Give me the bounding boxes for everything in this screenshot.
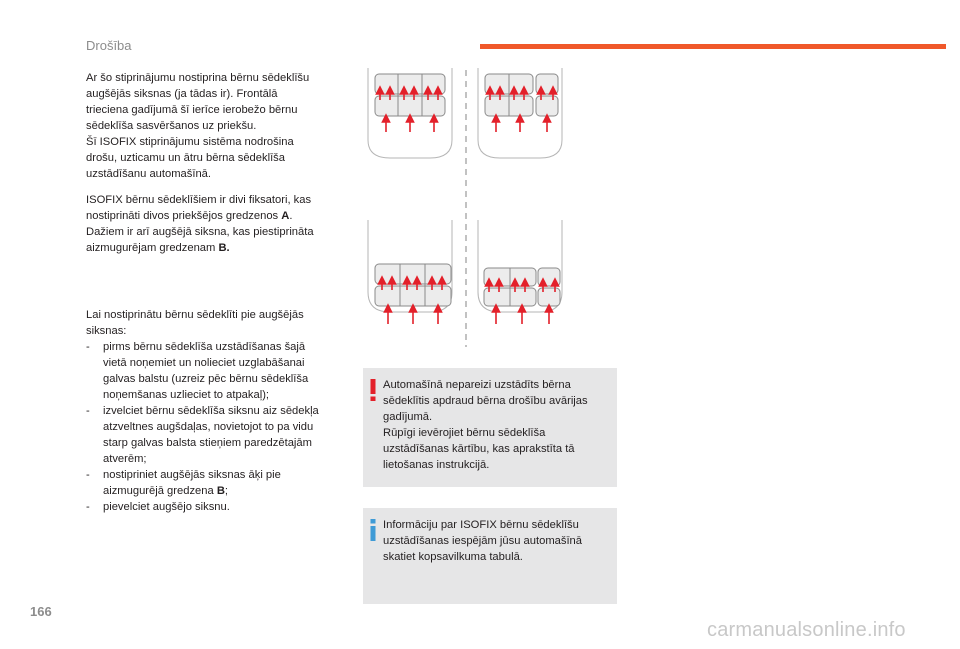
text-line: galvas balstu (uzreiz pēc bērnu sēdeklīša (103, 373, 309, 385)
text-line: pievelciet augšējo siksnu. (103, 501, 230, 513)
text-line: siksnas: (86, 325, 127, 337)
text-line: aizmugurējā gredzena (103, 485, 217, 497)
list-dash: - (86, 469, 90, 481)
text-line: augšējās siksnas (ja tādas ir). Frontālā (86, 88, 278, 100)
text-line: sēdeklīša sasvēršanos uz priekšu. (86, 120, 257, 132)
text-line: Dažiem ir arī augšējā siksna, kas piestiprināta (86, 226, 314, 238)
text-line: aizmugurējam gredzenam (86, 242, 219, 254)
info-box (363, 508, 617, 604)
warning-exclamation-icon (367, 378, 379, 402)
info-i-icon (367, 518, 379, 542)
text-line: izvelciet bērnu sēdeklīša siksnu aiz sēdekļa (103, 405, 319, 417)
top-tether-intro-paragraph (86, 307, 348, 339)
section-accent-bar (480, 44, 946, 49)
text-line: noņemšanas uzlieciet to atpakaļ); (103, 389, 270, 401)
tether-steps-list (86, 339, 356, 515)
text-punct: ; (224, 485, 229, 497)
seat-diagram-bottom-right (478, 220, 562, 324)
isofix-fasteners-paragraph (86, 192, 348, 256)
warning-text (383, 377, 605, 473)
seat-diagram-top-right (478, 68, 562, 158)
text-line: vietā noņemiet un nolieciet uzglabāšanai (103, 357, 305, 369)
list-item (86, 339, 356, 403)
text-line: pirms bērnu sēdeklīša uzstādīšanas šajā (103, 341, 306, 353)
ring-b-label: B. (218, 242, 230, 254)
seat-diagram-bottom-left (368, 220, 452, 324)
text-line: atzveltnes augšdaļas, novietojot to pa vidu (103, 421, 314, 433)
list-item (86, 499, 356, 515)
text-line: uzstādīšanas kārtību, kas aprakstīta tā (383, 443, 575, 455)
text-line: skatiet kopsavilkuma tabulā. (383, 551, 523, 563)
text-line: nostipriniet augšējās siksnas āķi pie (103, 469, 281, 481)
seat-diagram-top-left (368, 68, 452, 158)
page-number: 166 (30, 604, 52, 619)
text-line: trieciena gadījumā šī ierīce ierobežo bērnu (86, 104, 298, 116)
info-text (383, 517, 605, 565)
ring-b-label: B (216, 485, 225, 497)
warning-box (363, 368, 617, 487)
section-title: Drošība (86, 38, 132, 53)
isofix-anchorage-diagrams (360, 62, 575, 352)
text-line: Automašīnā nepareizi uzstādīts bērna (383, 379, 571, 391)
isofix-intro-paragraph (86, 70, 348, 182)
text-line: uzstādīšanu automašīnā. (86, 168, 212, 180)
list-dash: - (86, 501, 90, 513)
text-line: lietošanas instrukcijā. (383, 459, 490, 471)
text-line: uzstādīšanas iespējām jūsu automašīnā (383, 535, 583, 547)
watermark: carmanualsonline.info (707, 619, 906, 641)
text-line: drošu, uzticamu un ātru bērna sēdeklīša (86, 152, 285, 164)
ring-a-label: A (281, 210, 290, 222)
text-line: sēdeklītis apdraud bērna drošību avārijas (383, 395, 588, 407)
text-line: gadījumā. (383, 411, 433, 423)
text-line: ISOFIX bērnu sēdeklīšiem ir divi fiksatori, kas (86, 194, 312, 206)
text-line: starp galvas balsta stieņiem paredzētajām (103, 437, 312, 449)
list-dash: - (86, 341, 90, 353)
text-line: Šī ISOFIX stiprinājumu sistēma nodrošina (86, 136, 294, 148)
list-item (86, 403, 356, 467)
list-item (86, 467, 356, 499)
list-dash: - (86, 405, 90, 417)
text-punct: . (289, 210, 293, 222)
text-line: Rūpīgi ievērojiet bērnu sēdeklīša (383, 427, 546, 439)
text-line: nostiprināti divos priekšējos gredzenos (86, 210, 282, 222)
text-line: Lai nostiprinātu bērnu sēdeklīti pie augšējās (86, 309, 304, 321)
text-line: Informāciju par ISOFIX bērnu sēdeklīšu (383, 519, 579, 531)
text-line: Ar šo stiprinājumu nostiprina bērnu sēdeklīšu (86, 72, 310, 84)
text-line: atverēm; (103, 453, 147, 465)
